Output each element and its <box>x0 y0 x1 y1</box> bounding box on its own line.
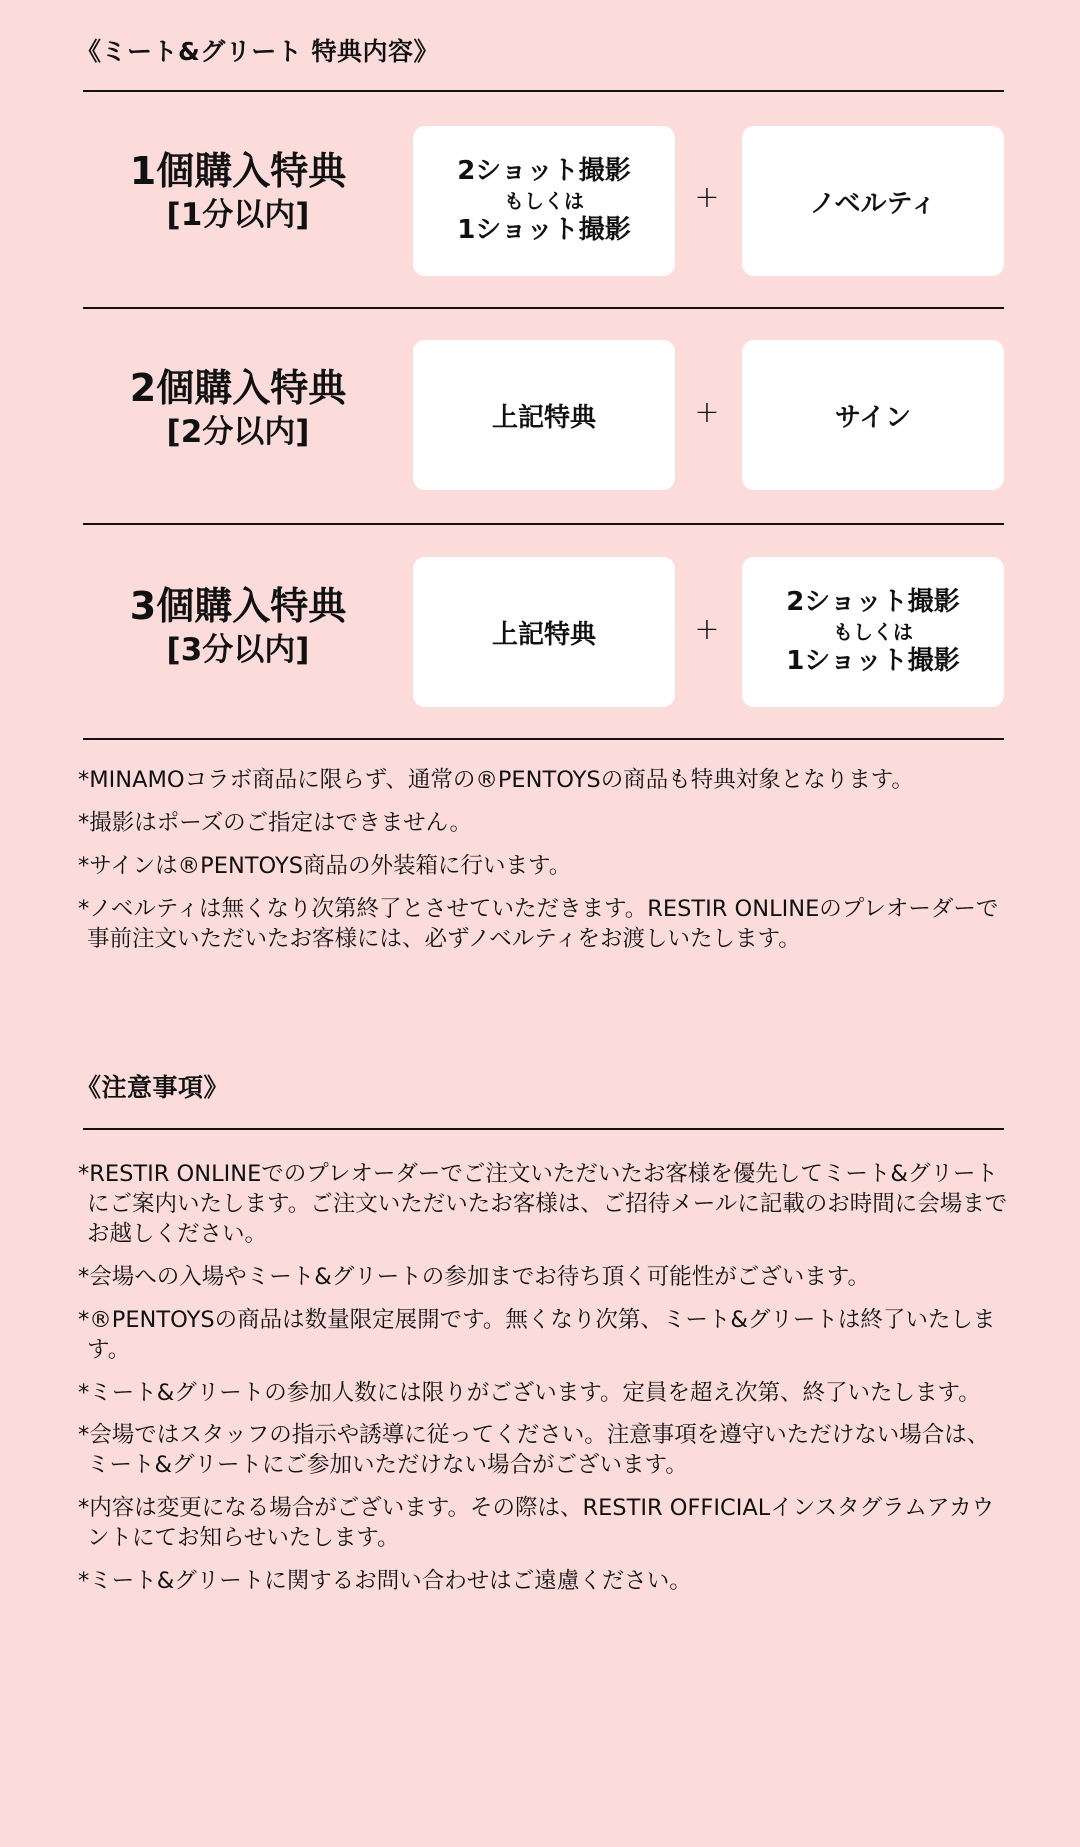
perk-line: 2ショット撮影 <box>786 586 960 617</box>
tier-2-perk-sign <box>742 340 1004 490</box>
tier-time-limit: [3分以内] <box>166 631 310 668</box>
caution-item: *ミート&グリートの参加人数には限りがございます。定員を超え次第、終了いたします。 <box>78 1379 981 1406</box>
cautions-title: 《注意事項》 <box>76 1073 230 1102</box>
perk-line: 1ショット撮影 <box>786 645 960 676</box>
perk-line: 2ショット撮影 <box>457 155 631 186</box>
divider <box>83 307 1004 309</box>
tier-2-heading <box>83 367 393 450</box>
caution-item: *内容は変更になる場合がございます。その際は、RESTIR OFFICIALインスタグラムアカウントにてお知らせいたします。 <box>78 1495 995 1552</box>
tier-3-heading <box>83 585 393 668</box>
tier-time-limit: [1分以内] <box>166 196 310 233</box>
tier-heading-label: 2個購入特典 <box>129 366 347 410</box>
tier-heading-label: 3個購入特典 <box>129 584 347 628</box>
caution-item: *®PENTOYSの商品は数量限定展開です。無くなり次第、ミート&グリートは終了いたします。 <box>78 1306 996 1363</box>
caution-item: *会場への入場やミート&グリートの参加までお待ち頂く可能性がございます。 <box>78 1263 870 1290</box>
divider <box>83 1128 1004 1130</box>
tier-1-perk-photo <box>413 126 675 276</box>
perk-label: 上記特典 <box>491 619 596 650</box>
perk-label: サイン <box>834 402 912 433</box>
note-item: *撮影はポーズのご指定はできません。 <box>78 809 472 836</box>
divider <box>83 738 1004 740</box>
note-item: *ノベルティは無くなり次第終了とさせていただきます。RESTIR ONLINEのプレオーダーで事前注文いただいたお客様には、必ずノベルティをお渡しいたします。 <box>78 895 999 952</box>
perk-line: もしくは <box>504 188 584 213</box>
plus-sign: + <box>694 180 720 215</box>
tier-heading-label: 1個購入特典 <box>129 149 347 193</box>
plus-sign: + <box>694 395 720 430</box>
note-item: *サインは®PENTOYS商品の外装箱に行います。 <box>78 852 572 879</box>
caution-item: *会場ではスタッフの指示や誘導に従ってください。注意事項を遵守いただけない場合は、ミート&グリートにご参加いただけない場合がございます。 <box>78 1422 990 1479</box>
perk-line: もしくは <box>833 619 913 644</box>
tier-3-perk-above <box>413 557 675 707</box>
plus-sign: + <box>694 612 720 647</box>
divider <box>83 523 1004 525</box>
caution-item: *ミート&グリートに関するお問い合わせはご遠慮ください。 <box>78 1568 692 1595</box>
meet-greet-notes <box>78 766 1008 968</box>
caution-item: *RESTIR ONLINEでのプレオーダーでご注文いただいたお客様を優先してミート&グリートにご案内いたします。ご注文いただいたお客様は、ご招待メールに記載のお時間に会場までお越しください。 <box>78 1161 1008 1247</box>
perk-label: 上記特典 <box>491 402 596 433</box>
tier-1-heading <box>83 150 393 233</box>
tier-1-perk-novelty <box>742 126 1004 276</box>
cautions-notes <box>78 1160 1008 1610</box>
perk-line: 1ショット撮影 <box>457 214 631 245</box>
tier-2-perk-above <box>413 340 675 490</box>
perk-label: ノベルティ <box>809 188 937 219</box>
divider <box>83 90 1004 92</box>
tier-time-limit: [2分以内] <box>166 413 310 450</box>
note-item: *MINAMOコラボ商品に限らず、通常の®PENTOYSの商品も特典対象となります。 <box>78 767 914 793</box>
tier-3-perk-photo <box>742 557 1004 707</box>
meet-greet-title: 《ミート&グリート 特典内容》 <box>76 37 440 66</box>
